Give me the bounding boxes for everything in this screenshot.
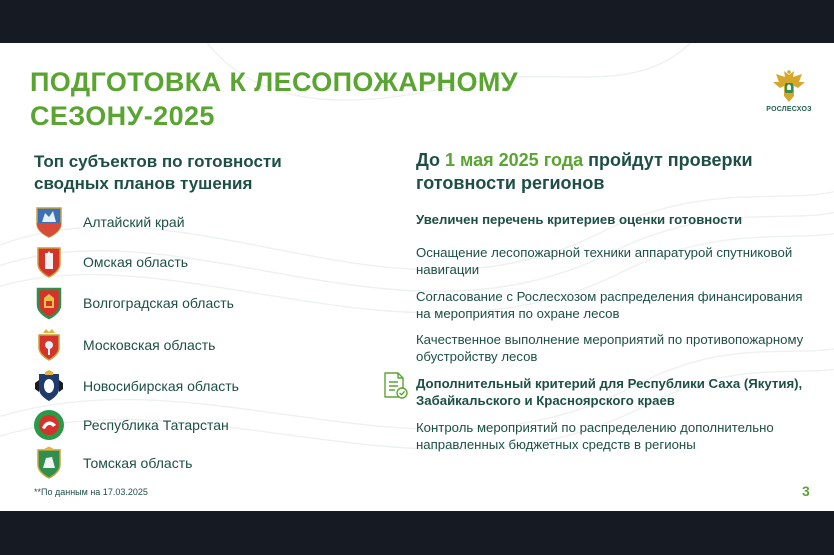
region-item (32, 369, 332, 403)
novosibirsk-oblast-coat-of-arms-icon (32, 369, 66, 403)
inspections-heading (416, 149, 816, 195)
moscow-oblast-coat-of-arms-icon (32, 328, 66, 362)
region-item (32, 408, 332, 442)
document-check-icon (381, 371, 409, 401)
criteria-item: Оснащение лесопожарной техники аппаратурой спутниковой навигации (416, 245, 793, 277)
region-name: Новосибирская область (83, 378, 239, 394)
region-name: Волгоградская область (83, 295, 234, 311)
region-name: Омская область (83, 254, 189, 270)
region-name: Алтайский край (83, 214, 185, 230)
region-name: Томская область (83, 455, 193, 471)
tatarstan-coat-of-arms-icon (32, 408, 66, 442)
region-item (32, 286, 332, 320)
page-number: 3 (802, 483, 810, 499)
double-eagle-emblem-icon (772, 69, 806, 105)
criteria-item: Увеличен перечень критериев оценки готовности (416, 212, 743, 227)
omsk-oblast-coat-of-arms-icon (32, 245, 66, 279)
criteria-item: Качественное выполнение мероприятий по противопожарному обустройству лесов (416, 332, 804, 364)
regions-heading: Топ субъектов по готовности сводных планов тушения (34, 152, 282, 193)
region-name: Республика Татарстан (83, 417, 229, 433)
region-item (32, 245, 332, 279)
criteria-item: Согласование с Рослесхозом распределения финансирования на мероприятия по охране лесов (416, 289, 803, 321)
heading-date-highlight: 1 мая 2025 года (445, 150, 584, 170)
heading-prefix: До (416, 150, 446, 170)
region-item (32, 205, 332, 239)
region-name: Московская область (83, 337, 216, 353)
slide (0, 43, 834, 511)
rosleskhoz-logo (764, 69, 814, 113)
volgograd-oblast-coat-of-arms-icon (32, 286, 66, 320)
altai-krai-coat-of-arms-icon (32, 205, 66, 239)
region-item (32, 328, 332, 362)
tomsk-oblast-coat-of-arms-icon (32, 446, 66, 480)
title-line-2: СЕЗОНУ-2025 (30, 101, 215, 131)
footnote: **По данным на 17.03.2025 (34, 487, 148, 497)
heading-suffix: пройдут проверки готовности регионов (416, 150, 753, 193)
slide-title (30, 65, 518, 133)
title-line-1: ПОДГОТОВКА К ЛЕСОПОЖАРНОМУ (30, 67, 518, 97)
criteria-item: Контроль мероприятий по распределению дополнительно направленных бюджетных средств в регионы (416, 420, 774, 452)
criteria-item-highlight: Дополнительный критерий для Республики Саха (Якутия), Забайкальского и Красноярского краев (416, 376, 803, 408)
region-item (32, 446, 332, 480)
logo-text: РОСЛЕСХОЗ (766, 106, 812, 113)
